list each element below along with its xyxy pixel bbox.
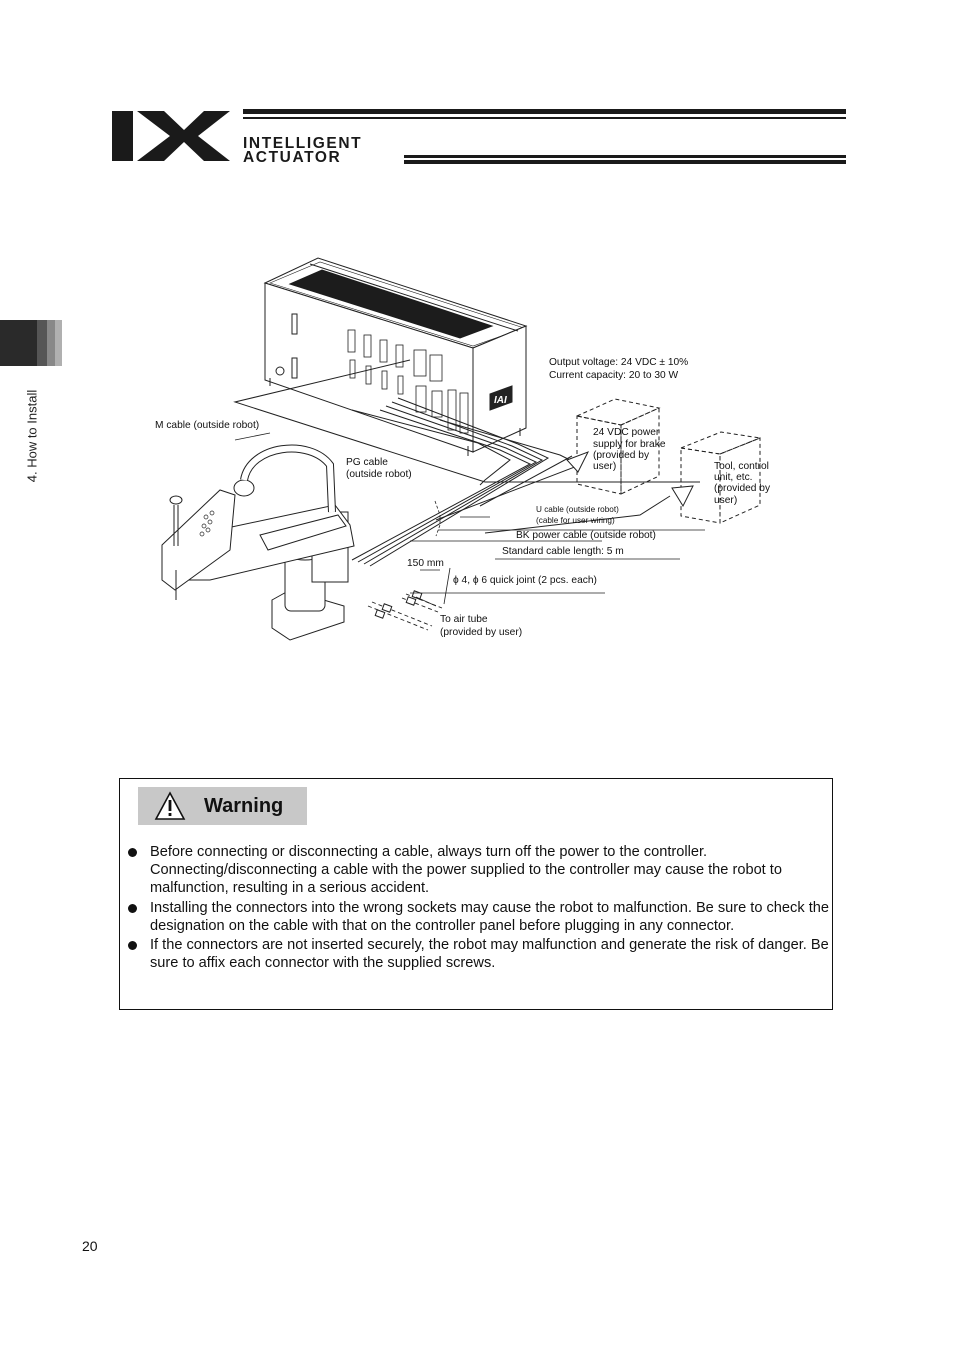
standard-length-label: Standard cable length: 5 m (502, 546, 624, 557)
svg-text:IAI: IAI (494, 395, 507, 406)
pg-cable-label-line2: (outside robot) (346, 469, 412, 480)
bullet-icon (128, 904, 137, 913)
warning-header (138, 787, 307, 825)
output-voltage-label: Output voltage: 24 VDC ± 10% (549, 357, 689, 368)
power-supply-label-line1: 24 VDC power (593, 427, 660, 438)
bullet-icon (128, 848, 137, 857)
warning-list (120, 843, 834, 974)
wiring-diagram (140, 250, 840, 650)
wiring-diagram-drawing (140, 250, 840, 650)
warning-triangle-icon (154, 791, 186, 821)
bullet-icon (128, 941, 137, 950)
quick-joint-label: ϕ 4, ϕ 6 quick joint (2 pcs. each) (453, 575, 597, 586)
chapter-tab-marker (0, 320, 62, 366)
bk-cable-label: BK power cable (outside robot) (516, 530, 656, 541)
warning-item-text: Before connecting or disconnecting a cable, always turn off the power to the controller. Connecting/disconnecting a cable with the power supplied to the controller may cause the robot to malfunction, resulting in a serious accident. (150, 844, 782, 896)
tool-unit-label-line3: (provided by (714, 483, 771, 494)
logo-word-intelligent: INTELLIGENT (243, 135, 363, 152)
u-cable-label-line1: U cable (outside robot) (536, 505, 619, 514)
ix-logo (0, 0, 954, 180)
warning-item-text: If the connectors are not inserted securely, the robot may malfunction and generate the risk of danger. Be sure to affix each connector with the supplied screws. (150, 937, 829, 971)
warning-item (120, 843, 834, 897)
power-supply-label-line4: user) (593, 461, 617, 472)
m-cable-label: M cable (outside robot) (155, 420, 260, 431)
current-capacity-label: Current capacity: 20 to 30 W (549, 370, 679, 381)
length-150mm-label: 150 mm (407, 558, 444, 569)
air-tube-label-line1: To air tube (440, 614, 488, 625)
logo-word-actuator: ACTUATOR (243, 149, 342, 166)
warning-title: Warning (204, 794, 284, 817)
warning-box (119, 778, 833, 1010)
warning-item-text: Installing the connectors into the wrong sockets may cause the robot to malfunction. Be sure to check the designation on the cable with that on the controller panel before plugging in any connector. (150, 899, 829, 934)
power-supply-label-line2: supply for brake (593, 439, 666, 450)
warning-item (120, 936, 834, 972)
warning-item (120, 899, 834, 935)
power-supply-label-line3: (provided by (593, 450, 650, 461)
page-number: 20 (82, 1238, 98, 1254)
tool-unit-label-line1: Tool, control (714, 461, 769, 472)
tool-unit-label-line4: user) (714, 495, 738, 506)
pg-cable-label-line1: PG cable (346, 457, 388, 468)
air-tube-label-line2: (provided by user) (440, 627, 523, 638)
u-cable-label-line2: (cable for user wiring) (536, 516, 615, 525)
tool-unit-label-line2: unit, etc. (714, 472, 753, 483)
page-header (0, 0, 954, 180)
chapter-label-text: 4. How to Install (24, 389, 40, 483)
